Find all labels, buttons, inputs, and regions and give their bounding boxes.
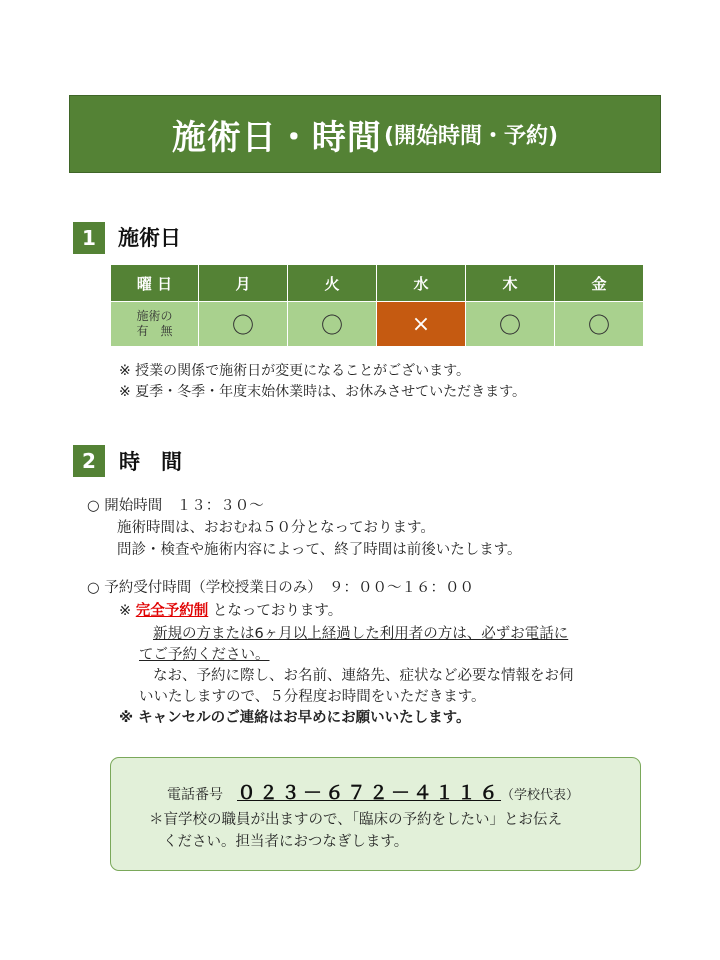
reservation-required: ※ 完全予約制 となっております。 <box>119 603 343 619</box>
availability-tue: 〇 <box>288 302 377 347</box>
phone-contact-box <box>110 757 641 871</box>
info-note-2: いいたしますので、５分程度お時間をいただきます。 <box>139 689 486 705</box>
day-thu: 木 <box>466 265 555 302</box>
day-tue: 火 <box>288 265 377 302</box>
phone-number[interactable]: ０２３－６７２－４１１６ <box>237 782 502 804</box>
section-1-title: 施術日 <box>118 226 181 250</box>
section-2-title: 時 間 <box>119 450 182 474</box>
availability-thu: 〇 <box>466 302 555 347</box>
section-1-number: 1 <box>73 222 105 254</box>
note-holiday-closure: ※ 夏季・冬季・年度末始休業時は、お休みさせていただきます。 <box>119 384 527 400</box>
availability-wed: × <box>377 302 466 347</box>
schedule-table <box>110 264 644 347</box>
phone-row <box>167 778 579 805</box>
phone-note: （学校代表） <box>501 788 580 803</box>
new-user-note-1: 新規の方または6ヶ月以上経過した利用者の方は、必ずお電話に <box>153 626 569 642</box>
day-fri: 金 <box>555 265 644 302</box>
phone-label: 電話番号 <box>167 787 223 803</box>
day-wed: 水 <box>377 265 466 302</box>
section-2-number: 2 <box>73 445 105 477</box>
weekday-header: 曜 日 <box>111 265 199 302</box>
availability-mon: 〇 <box>199 302 288 347</box>
page-title: 施術日・時間 <box>171 117 382 158</box>
title-banner <box>69 95 661 173</box>
availability-label: 施術の 有 無 <box>111 302 199 347</box>
availability-fri: 〇 <box>555 302 644 347</box>
duration-text: 施術時間は、おおむね５０分となっております。 <box>117 520 435 536</box>
phone-instruction-2: ください。担当者におつなぎします。 <box>163 834 409 850</box>
new-user-note-2: てご予約ください。 <box>139 647 270 663</box>
day-mon: 月 <box>199 265 288 302</box>
schedule-availability-row <box>111 302 644 347</box>
page-subtitle: (開始時間・予約) <box>383 123 559 149</box>
start-time-label: ○ 開始時間 １３：３０～ <box>87 498 264 514</box>
cancel-note: ※ キャンセルのご連絡はお早めにお願いいたします。 <box>119 710 471 726</box>
schedule-header-row <box>111 265 644 302</box>
end-time-text: 問診・検査や施術内容によって、終了時間は前後いたします。 <box>117 542 522 558</box>
info-note-1: なお、予約に際し、お名前、連絡先、症状など必要な情報をお伺 <box>153 668 574 684</box>
reservation-hours-label: ○ 予約受付時間（学校授業日のみ） ９：００～１６：００ <box>87 580 475 596</box>
note-schedule-change: ※ 授業の関係で施術日が変更になることがございます。 <box>119 363 471 379</box>
phone-instruction-1: ＊盲学校の職員が出ますので、「臨床の予約をしたい」とお伝え <box>149 812 562 828</box>
full-reservation-emphasis: 完全予約制 <box>135 603 209 619</box>
